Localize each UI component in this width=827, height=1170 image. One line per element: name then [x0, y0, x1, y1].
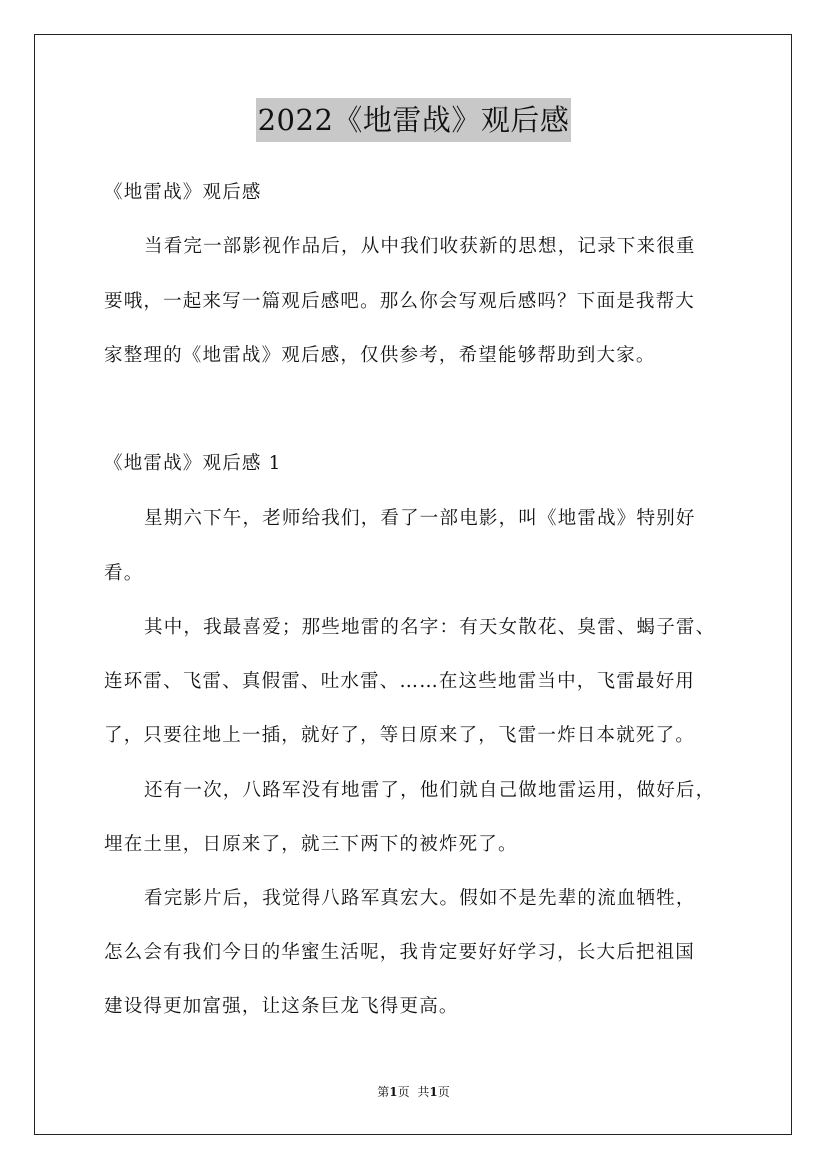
body-line: 埋在土里，日原来了，就三下两下的被炸死了。	[104, 834, 518, 855]
page-footer	[0, 1084, 827, 1100]
intro-line: 当看完一部影视作品后，从中我们收获新的思想，记录下来很重	[144, 236, 696, 257]
total-pages: 1	[429, 1085, 438, 1099]
body-line: 看。	[104, 563, 144, 584]
body-line: 其中，我最喜爱；那些地雷的名字：有天女散花、臭雷、蝎子雷、	[144, 617, 716, 638]
intro-line: 家整理的《地雷战》观后感，仅供参考，希望能够帮助到大家。	[104, 345, 656, 366]
body-line: 建设得更加富强，让这条巨龙飞得更高。	[104, 996, 459, 1017]
document-title: 2022《地雷战》观后感	[256, 98, 572, 142]
page-number: 1	[389, 1085, 398, 1099]
body-line: 看完影片后，我觉得八路军真宏大。假如不是先辈的流血牺牲，	[144, 888, 696, 909]
body-line: 连环雷、飞雷、真假雷、吐水雷、……在这些地雷当中，飞雷最好用	[104, 671, 696, 692]
total-suffix: 页	[437, 1085, 450, 1099]
body-line: 星期六下午，老师给我们，看了一部电影，叫《地雷战》特别好	[144, 508, 696, 529]
section-title: 《地雷战》观后感 1	[104, 453, 282, 474]
body-line: 还有一次，八路军没有地雷了，他们就自己做地雷运用，做好后，	[144, 780, 716, 801]
body-line: 了，只要往地上一插，就好了，等日原来了，飞雷一炸日本就死了。	[104, 725, 696, 746]
body-line: 怎么会有我们今日的华蜜生活呢，我肯定要好好学习，长大后把祖国	[104, 942, 696, 963]
total-prefix: 共	[417, 1085, 430, 1099]
intro-line: 要哦，一起来写一篇观后感吧。那么你会写观后感吗？下面是我帮大	[104, 291, 696, 312]
title-container	[0, 98, 827, 142]
document-subtitle: 《地雷战》观后感	[104, 182, 262, 203]
page-suffix: 页	[397, 1085, 410, 1099]
page-prefix: 第	[377, 1085, 390, 1099]
